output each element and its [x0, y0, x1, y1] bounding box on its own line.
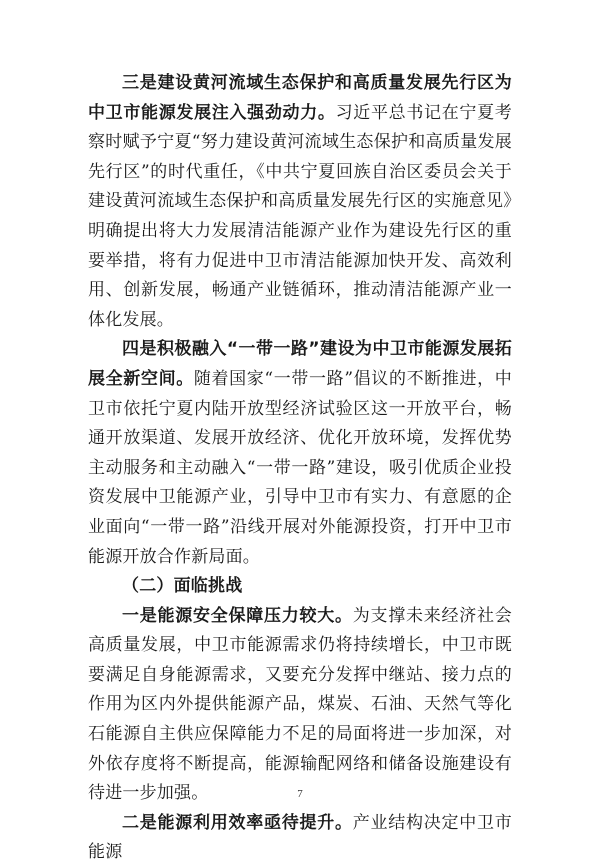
paragraph-lead: 四是积极融入“一带一路”建设为中卫市能源发展拓展全新空间。 — [88, 339, 512, 389]
page-number: 7 — [297, 788, 303, 800]
paragraph-body: 为支撑未来经济社会高质量发展，中卫市能源需求仍将持续增长，中卫市既要满足自身能源需求，又要充分发挥中继站、接力点的作用为区内外提供能源产品，煤炭、石油、天然气等化石能源自主供应保障能力不足的局面将进一步加深，对外依存度将不断提高，能源输配网络和储备设施建设有待进一步加强。 — [88, 605, 512, 804]
paragraph-body: 产业结构决定中卫市能源 — [88, 812, 512, 863]
paragraph-challenge-1 — [88, 602, 512, 809]
paragraph-lead: 三是建设黄河流域生态保护和高质量发展先行区为中卫市能源发展注入强劲动力。 — [88, 73, 512, 123]
paragraph-lead: 二是能源利用效率亟待提升。 — [122, 812, 353, 833]
paragraph-opportunity-4 — [88, 335, 512, 572]
paragraph-lead: 一是能源安全保障压力较大。 — [122, 605, 353, 626]
paragraph-body: 习近平总书记在宁夏考察时赋予宁夏“努力建设黄河流域生态保护和高质量发展先行区”的时代重任，《中共宁夏回族自治区委员会关于建设黄河流域生态保护和高质量发展先行区的实施意见》明确提出将大力发展清洁能源产业作为建设先行区的重要举措，将有力促进中卫市清洁能源加快开发、高效利用、创新发展，畅通产业链循环，推动清洁能源产业一体化发展。 — [88, 102, 512, 330]
section-heading: （二）面临挑战 — [122, 576, 243, 597]
paragraph-body: 随着国家“一带一路”倡议的不断推进，中卫市依托宁夏内陆开放型经济试验区这一开放平台，畅通开放渠道、发展开放经济、优化开放环境，发挥优势主动服务和主动融入“一带一路”建设，吸引优质企业投资发展中卫能源产业，引导中卫市有实力、有意愿的企业面向“一带一路”沿线开展对外能源投资，打开中卫市能源开放合作新局面。 — [88, 368, 512, 567]
paragraph-opportunity-3 — [88, 69, 512, 335]
page-content — [88, 69, 512, 868]
paragraph-challenge-2 — [88, 809, 512, 868]
